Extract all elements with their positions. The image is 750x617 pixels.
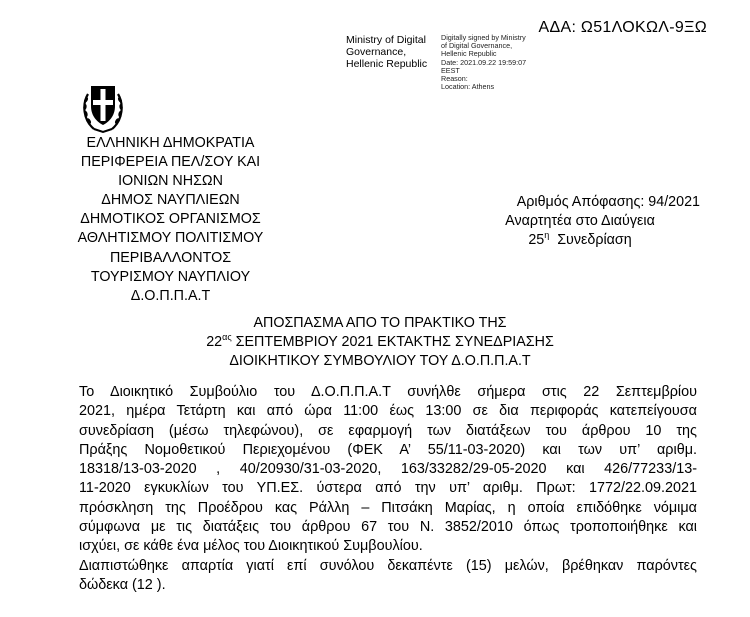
body-line: Το Διοικητικό Συμβούλιο του Δ.Ο.Π.Π.Α.Τ συνήλθε σήμερα στις 22 Σεπτεμβρίου <box>79 384 697 400</box>
paragraph-quorum <box>79 557 697 596</box>
excerpt-date-text: ΣΕΠΤΕΜΒΡΙΟΥ 2021 ΕΚΤΑΚΤΗΣ ΣΥΝΕΔΡΙΑΣΗΣ <box>235 334 554 350</box>
signature-line: Digitally signed by Ministry <box>441 33 526 42</box>
digital-signer <box>346 34 441 70</box>
excerpt-line: ΑΠΟΣΠΑΣΜΑ ΑΠΟ ΤΟ ΠΡΑΚΤΙΚΟ ΤΗΣ <box>253 315 507 331</box>
signature-line: EEST <box>441 65 460 75</box>
issuer-line: ΕΛΛΗΝΙΚΗ ΔΗΜΟΚΡΑΤΙΑ <box>86 135 255 151</box>
excerpt-day: 22 <box>206 334 223 350</box>
signature-line: Reason: <box>441 74 468 84</box>
issuer-line: ΙΟΝΙΩΝ ΝΗΣΩΝ <box>118 173 223 190</box>
session-number: 25 <box>528 232 545 249</box>
diavgeia-note: Αναρτητέα στο Διαύγεια <box>505 213 655 230</box>
issuer-line: ΤΟΥΡΙΣΜΟΥ ΝΑΥΠΛΙΟΥ <box>90 268 251 285</box>
greek-coat-of-arms-icon <box>80 76 126 134</box>
body-line: 2021, ημέρα Τετάρτη και από ώρα 11:00 έως 13:00 σε δια περιφοράς κατεπείγουσα <box>79 403 697 420</box>
decision-info <box>460 193 700 250</box>
body-line: σύμφωνα με τις διατάξεις του άρθρου 67 του Ν. 3852/2010 όπως τροποποιήθηκε και <box>79 519 697 536</box>
body-line: Διαπιστώθηκε απαρτία γιατί επί συνόλου δεκαπέντε (15) μελών, βρέθηκαν παρόντες <box>79 557 697 574</box>
body-line: Πράξης Νομοθετικού Περιεχομένου (ΦΕΚ Α’ 55/11-03-2020) και των υπ’ αριθμ. <box>79 441 697 458</box>
issuer-block <box>58 134 283 306</box>
paragraph-meeting <box>79 383 697 557</box>
signature-details <box>441 34 533 91</box>
ada-code: ΑΔΑ: Ω51ΛΟΚΩΛ-9ΞΩ <box>538 19 707 36</box>
body-line: πρόσκληση της Προέδρου κας Ράλλη – Πιτσάκη Μαρίας, η οποία επιδόθηκε νόμιμα <box>79 499 697 516</box>
excerpt-title <box>150 314 610 371</box>
excerpt-line: ΔΙΟΙΚΗΤΙΚΟΥ ΣΥΜΒΟΥΛΙΟΥ ΤΟΥ Δ.Ο.Π.Π.Α.Τ <box>229 353 531 369</box>
issuer-line: Δ.Ο.Π.Π.Α.Τ <box>130 287 211 304</box>
decision-number: Αριθμός Απόφασης: 94/2021 <box>516 194 700 210</box>
signer-line: Governance, <box>346 46 407 58</box>
excerpt-line <box>150 333 610 352</box>
minutes-body <box>79 383 697 595</box>
issuer-line: ΔΗΜΟΣ ΝΑΥΠΛΙΕΩΝ <box>101 192 240 209</box>
issuer-line: ΔΗΜΟΤΙΚΟΣ ΟΡΓΑΝΙΣΜΟΣ <box>80 211 261 228</box>
signature-line: Hellenic Republic <box>441 49 497 59</box>
body-line: 18318/13-03-2020 , 40/20930/31-03-2020, 163/33282/29-05-2020 και 426/77233/13- <box>79 461 697 478</box>
signature-line: Location: Athens <box>441 82 495 92</box>
issuer-line: ΑΘΛΗΤΙΣΜΟΥ ΠΟΛΙΤΙΣΜΟΥ <box>77 230 264 247</box>
session-label <box>460 231 700 250</box>
session-ordinal: η <box>544 230 550 241</box>
body-line: 11-2020 εγκυκλίων του ΥΠ.ΕΣ. ύστερα από την υπ’ αριθμ. Πρωτ: 1772/22.09.2021 <box>79 480 697 497</box>
excerpt-day-ordinal: ας <box>222 332 232 343</box>
issuer-line: ΠΕΡΙΦΕΡΕΙΑ ΠΕΛ/ΣΟΥ ΚΑΙ <box>80 154 261 171</box>
signature-line: of Digital Governance, <box>441 41 513 51</box>
issuer-line: ΠΕΡΙΒΑΛΛΟΝΤΟΣ <box>109 249 232 266</box>
body-line: δώδεκα (12 ). <box>79 576 166 593</box>
body-line: συνεδρίαση (μέσω τηλεφώνου), σε εφαρμογή των διατάξεων του άρθρου 10 της <box>79 422 697 439</box>
body-line: ισχύει, σε κάθε ένα μέλος του Διοικητικού Συμβουλίου. <box>79 538 423 555</box>
signer-line: Hellenic Republic <box>346 58 428 70</box>
session-text: Συνεδρίαση <box>557 232 632 249</box>
signature-line: Date: 2021.09.22 19:59:07 <box>441 57 527 67</box>
signer-line: Ministry of Digital <box>346 34 426 46</box>
